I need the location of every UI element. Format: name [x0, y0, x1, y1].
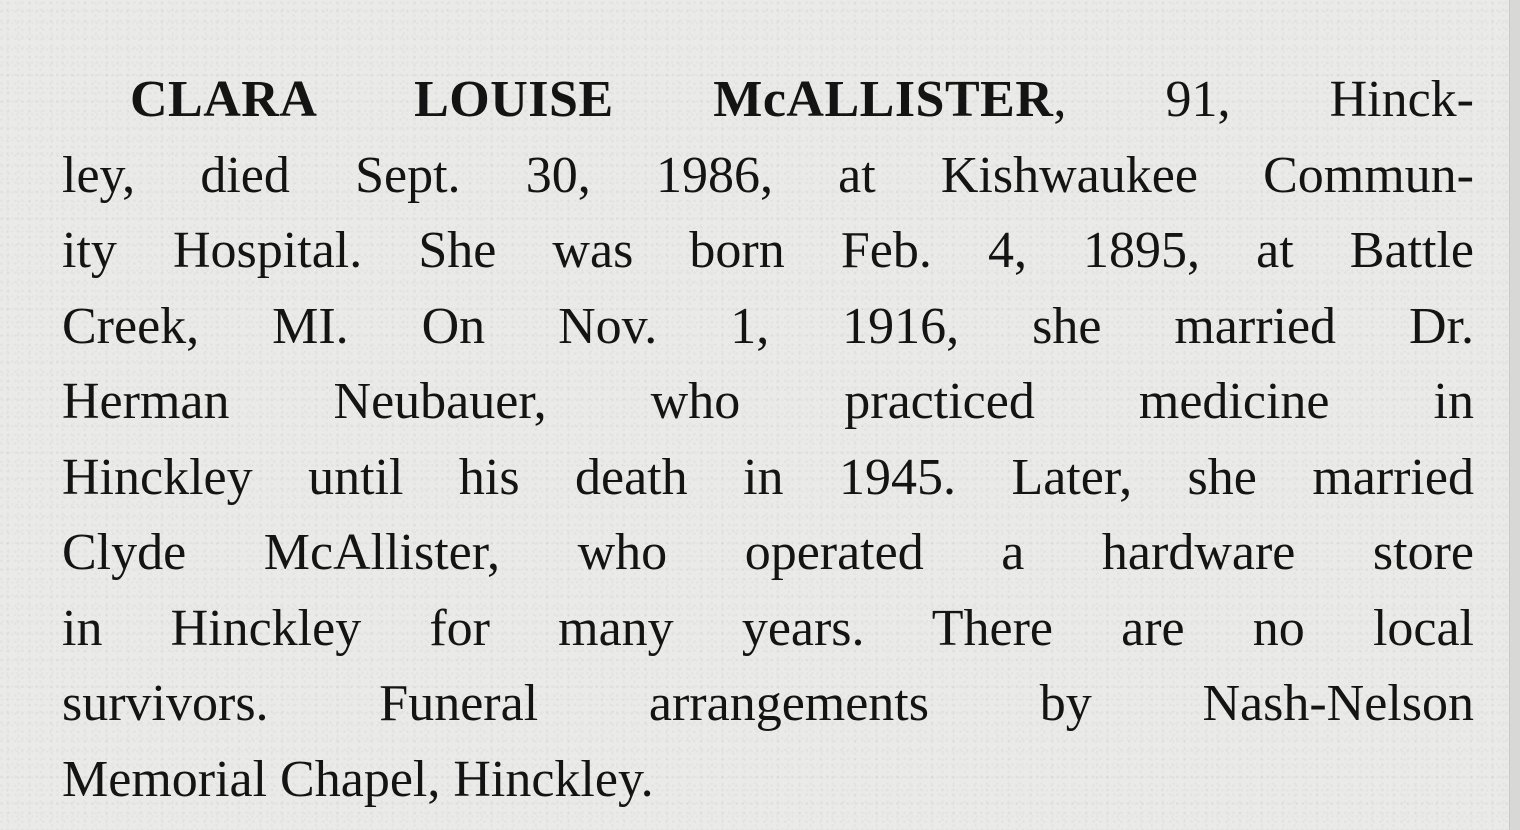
obituary-line-1	[62, 62, 1474, 138]
obituary-text	[62, 62, 1474, 817]
obituary-line-6: Hinckley until his death in 1945. Later, she married	[62, 448, 1474, 506]
clipping-edge	[1509, 0, 1520, 830]
obituary-line-2: ley, died Sept. 30, 1986, at Kishwaukee Commun-	[62, 146, 1474, 204]
obituary-line-5: Herman Neubauer, who practiced medicine in	[62, 373, 1474, 430]
obituary-line-10: Memorial Chapel, Hinckley.	[62, 750, 654, 808]
obituary-line-8: in Hinckley for many years. There are no local	[62, 599, 1474, 657]
deceased-name: CLARA LOUISE McALLISTER	[130, 71, 1054, 128]
obituary-line-4: Creek, MI. On Nov. 1, 1916, she married Dr.	[62, 297, 1474, 355]
obituary-line-1-rest: , 91, Hinck-	[1053, 71, 1474, 128]
obituary-line-7: Clyde McAllister, who operated a hardware store	[62, 524, 1474, 581]
obituary-line-3: ity Hospital. She was born Feb. 4, 1895, at Battle	[62, 222, 1474, 279]
obituary-line-9: survivors. Funeral arrangements by Nash-Nelson	[62, 675, 1474, 732]
